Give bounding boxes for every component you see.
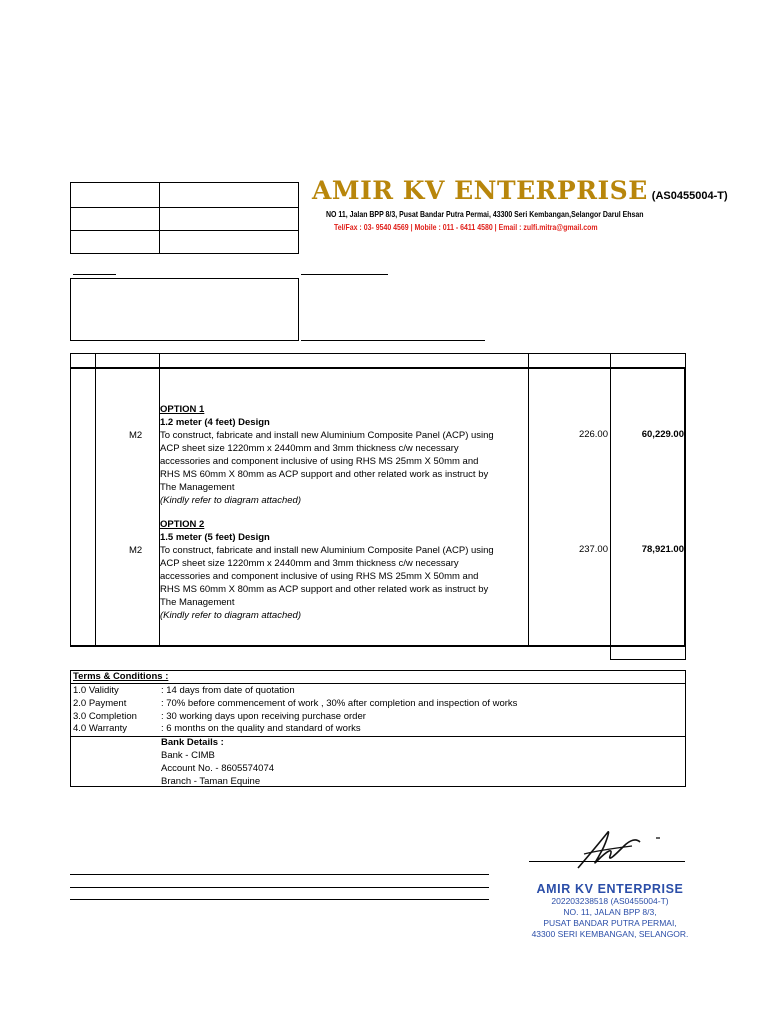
items-table-column-divider [528, 354, 529, 645]
item-description-line: ACP sheet size 1220mm x 2440mm and 3mm thickness c/w necessary [160, 558, 459, 569]
stamp-line: 202203238518 (AS0455004-T) [551, 896, 669, 906]
header-info-row [71, 207, 298, 208]
option-design: 1.5 meter (5 feet) Design [160, 532, 270, 543]
recipient-label-line [73, 274, 116, 275]
bank-details-line: Bank - CIMB [161, 750, 215, 761]
header-info-table [70, 182, 299, 254]
terms-label: 3.0 Completion [73, 711, 137, 722]
signature-icon [570, 824, 670, 872]
total-box [610, 646, 686, 660]
items-table-column-divider [684, 368, 685, 645]
items-table-column-divider [95, 354, 96, 645]
item-note: (Kindly refer to diagram attached) [160, 495, 301, 506]
amount-cell: 60,229.00 [641, 429, 684, 440]
terms-title: Terms & Conditions : [73, 671, 169, 682]
stamp-line: PUSAT BANDAR PUTRA PERMAI, [543, 918, 677, 928]
recipient-box [70, 278, 299, 341]
company-address: NO 11, Jalan BPP 8/3, Pusat Bandar Putra Permai, 43300 Seri Kembangan,Selangor Darul Ehsan [326, 209, 644, 219]
company-registration: (AS0455004-T) [651, 190, 728, 202]
item-description-line: accessories and component inclusive of using RHS MS 25mm X 50mm and [160, 571, 479, 582]
items-table-column-divider [610, 354, 611, 645]
unit-cell: M2 [129, 430, 143, 441]
item-description-line: ACP sheet size 1220mm x 2440mm and 3mm thickness c/w necessary [160, 443, 459, 454]
items-table-bottom-line [70, 646, 683, 647]
company-contact: Tel/Fax : 03- 9540 4569 | Mobile : 011 - 6411 4580 | Email : zulfi.mitra@gmail.com [334, 222, 598, 232]
bank-details-line: Account No. - 8605574074 [161, 763, 275, 774]
company-name: AMIR KV ENTERPRISE [312, 176, 648, 205]
option-design: 1.2 meter (4 feet) Design [160, 417, 270, 428]
terms-section [70, 670, 686, 787]
signature-line [70, 887, 489, 888]
item-description-line: To construct, fabricate and install new Aluminium Composite Panel (ACP) using [160, 545, 494, 556]
terms-label: 2.0 Payment [73, 698, 127, 709]
rate-cell: 237.00 [578, 544, 608, 555]
terms-value: : 6 months on the quality and standard of works [161, 723, 361, 734]
bank-details-line: Branch - Taman Equine [161, 776, 261, 787]
stamp-company-name: AMIR KV ENTERPRISE [536, 882, 684, 896]
unit-cell: M2 [129, 545, 143, 556]
authorized-signature-line [529, 861, 685, 862]
items-table-header-divider [71, 368, 685, 369]
subject-line [301, 340, 485, 341]
item-description-line: The Management [160, 482, 235, 493]
terms-value: : 30 working days upon receiving purchase order [161, 711, 366, 722]
option-title: OPTION 1 [160, 404, 205, 415]
terms-label: 1.0 Validity [73, 685, 119, 696]
stamp-line: NO. 11, JALAN BPP 8/3, [563, 907, 657, 917]
bank-details-title: Bank Details : [161, 737, 224, 748]
item-description-line: RHS MS 60mm X 80mm as ACP support and other related work as instruct by [160, 584, 489, 595]
company-stamp [530, 882, 690, 940]
rate-cell: 226.00 [578, 429, 608, 440]
terms-label: 4.0 Warranty [73, 723, 128, 734]
header-info-divider [159, 183, 160, 253]
signature-line [70, 899, 489, 900]
item-description-line: accessories and component inclusive of using RHS MS 25mm X 50mm and [160, 456, 479, 467]
reference-line [301, 274, 388, 275]
signature-line [70, 874, 489, 875]
company-header [312, 176, 728, 205]
terms-value: : 70% before commencement of work , 30% after completion and inspection of works [161, 698, 518, 709]
option-title: OPTION 2 [160, 519, 205, 530]
item-description-line: RHS MS 60mm X 80mm as ACP support and other related work as instruct by [160, 469, 489, 480]
terms-divider [71, 683, 685, 684]
item-description-line: To construct, fabricate and install new Aluminium Composite Panel (ACP) using [160, 430, 494, 441]
item-note: (Kindly refer to diagram attached) [160, 610, 301, 621]
terms-value: : 14 days from date of quotation [161, 685, 295, 696]
items-table-header-line [70, 367, 686, 368]
item-description-line: The Management [160, 597, 235, 608]
amount-cell: 78,921.00 [641, 544, 684, 555]
header-info-row [71, 230, 298, 231]
stamp-line: 43300 SERI KEMBANGAN, SELANGOR. [531, 929, 689, 939]
